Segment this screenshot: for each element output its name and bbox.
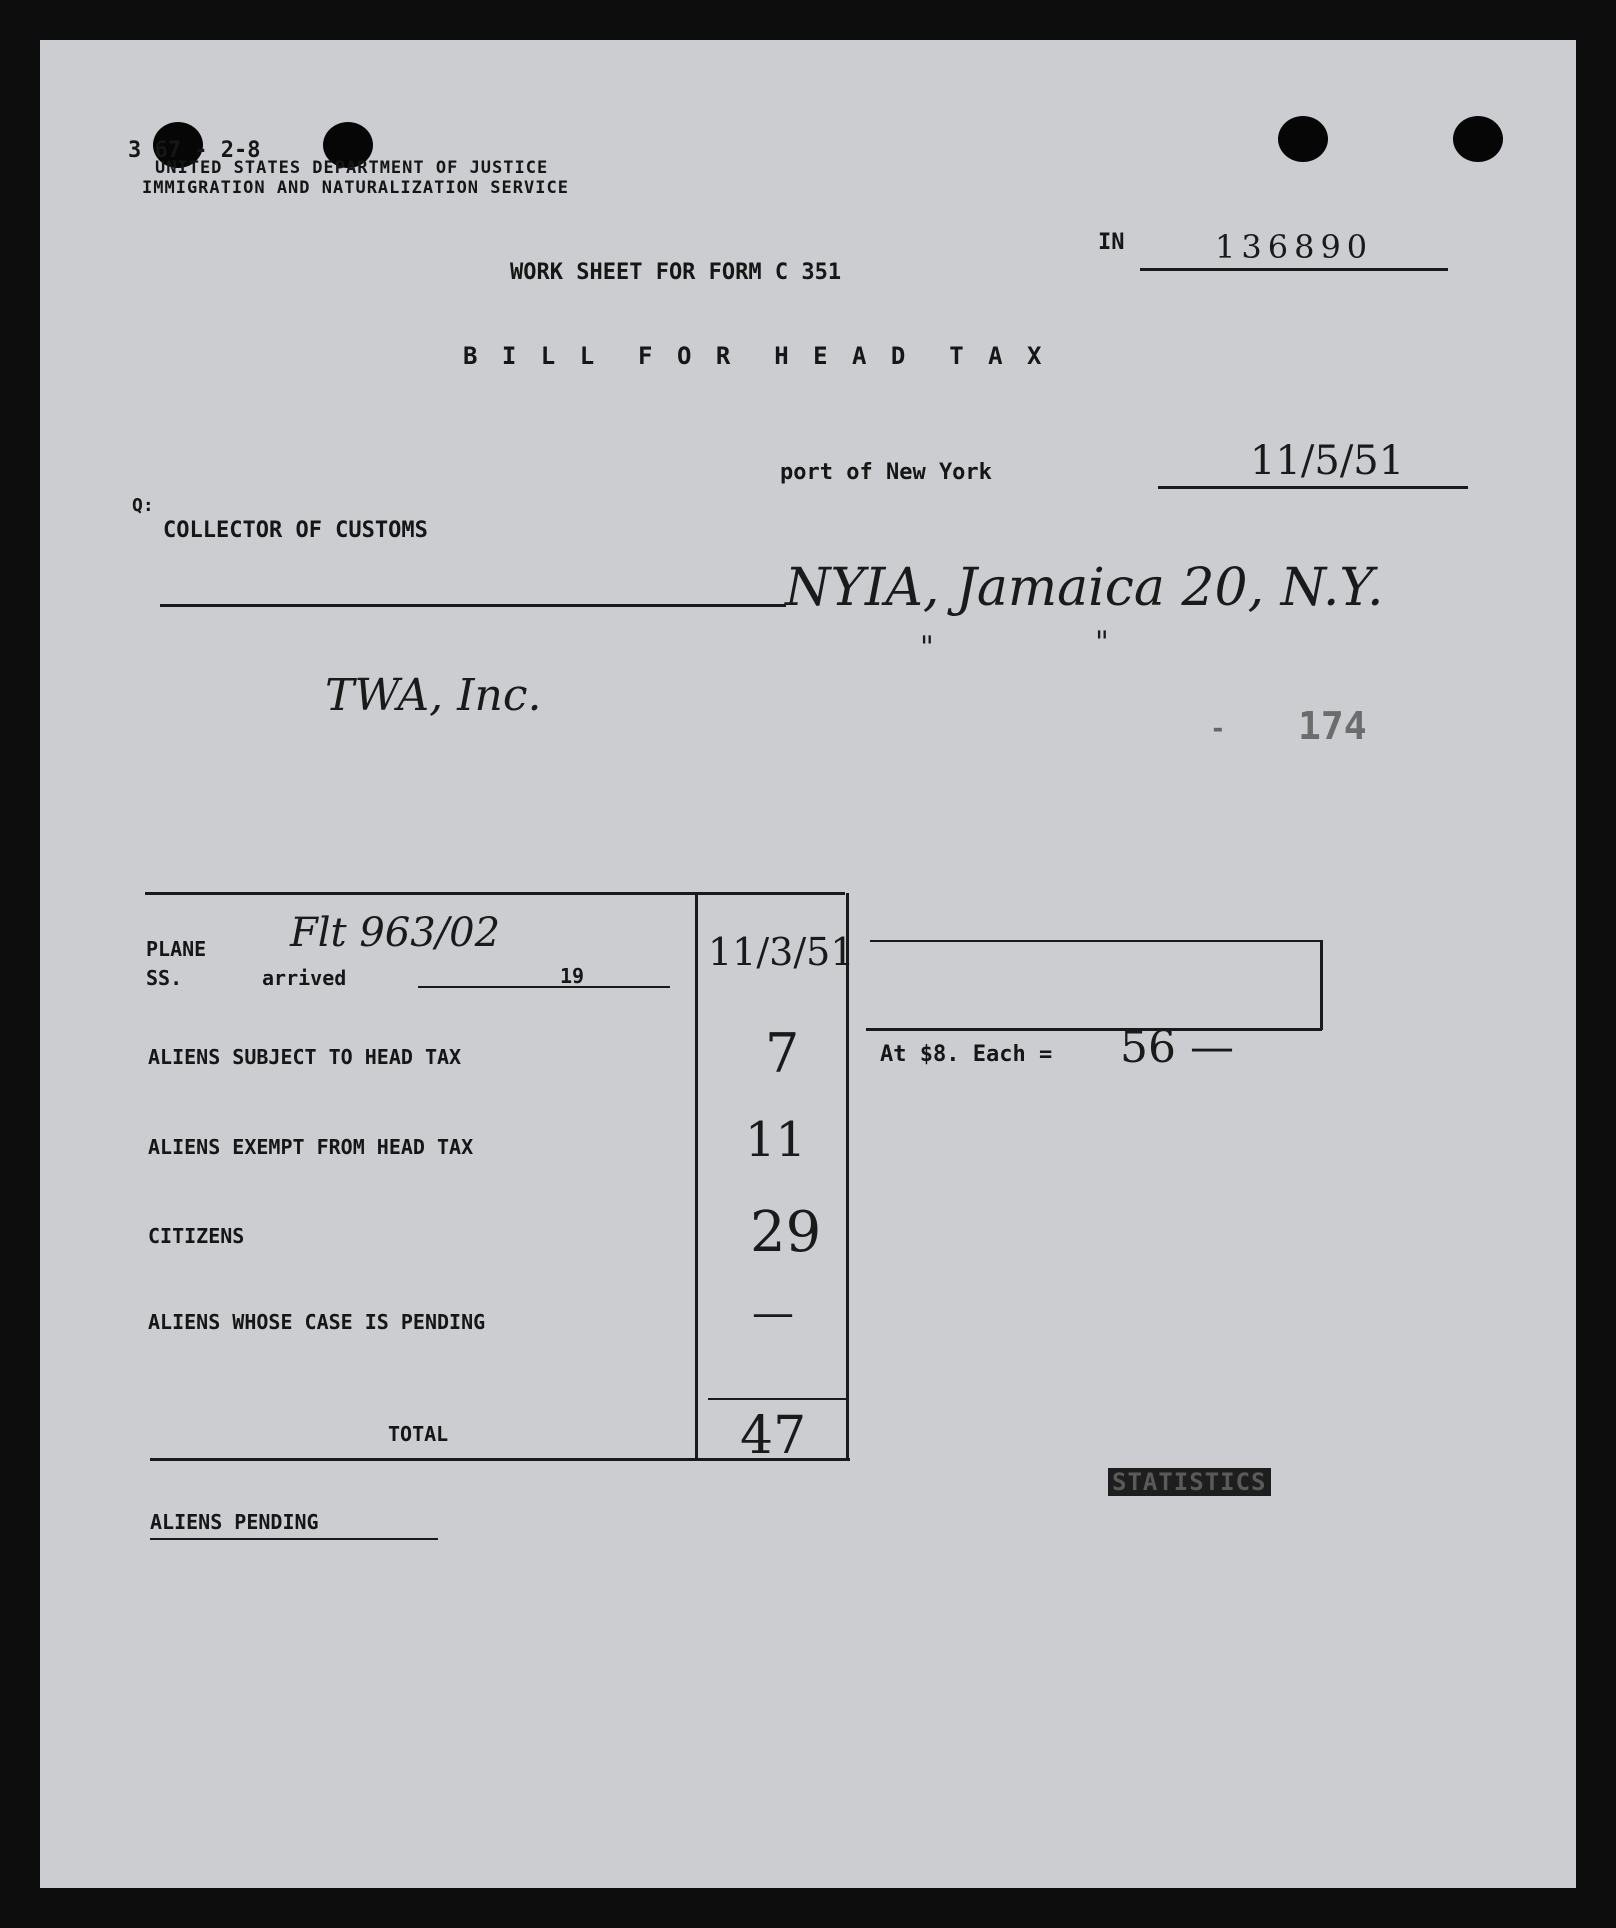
row-label-exempt: ALIENS EXEMPT FROM HEAD TAX (148, 1135, 474, 1159)
to-location: NYIA, Jamaica 20, N.Y. (785, 558, 1384, 618)
row-label-pending: ALIENS WHOSE CASE IS PENDING (148, 1310, 486, 1334)
port-date: 11/5/51 (1250, 438, 1405, 484)
agency-line-1: UNITED STATES DEPARTMENT OF JUSTICE (155, 158, 549, 178)
aliens-pending-underline (150, 1538, 438, 1540)
to-name-underline (160, 604, 786, 607)
ref-number: 174 (1298, 704, 1367, 748)
in-number: 136890 (1215, 228, 1374, 266)
ss-label: SS. (146, 966, 183, 990)
statistics-stamp: STATISTICS (1108, 1468, 1271, 1496)
row-label-citizens: CITIZENS (148, 1224, 245, 1248)
arrived-label: arrived (262, 966, 347, 990)
punch-hole-4 (1453, 116, 1503, 162)
document-sheet (40, 40, 1576, 1888)
to-label: Q: (132, 495, 154, 516)
port-label: port of New York (780, 460, 992, 485)
total-label: TOTAL (388, 1422, 449, 1446)
ref-dash: - (1210, 714, 1226, 744)
rate-box-bottom (866, 1028, 1322, 1031)
in-label: IN (1098, 230, 1125, 255)
agency-line-2: IMMIGRATION AND NATURALIZATION SERVICE (142, 178, 569, 198)
table-top-border (145, 892, 845, 895)
row-value-citizens: 29 (750, 1200, 822, 1265)
bill-title: B I L L F O R H E A D T A X (463, 342, 1047, 370)
row-value-pending: — (752, 1288, 794, 1337)
total-separator (708, 1398, 848, 1400)
row-value-subject: 7 (765, 1022, 800, 1085)
total-value: 47 (740, 1406, 807, 1466)
arrival-date: 11/3/51 (708, 930, 855, 974)
flight-number: Flt 963/02 (290, 910, 501, 956)
worksheet-title: WORK SHEET FOR FORM C 351 (510, 260, 842, 285)
rate-label: At $8. Each = (880, 1042, 1053, 1067)
rate-box-right (1320, 940, 1323, 1030)
year-prefix: 19 (560, 964, 585, 988)
in-number-underline (1140, 268, 1448, 271)
plane-label: PLANE (146, 937, 207, 961)
rate-amount: 56 — (1120, 1022, 1234, 1073)
aliens-pending-label: ALIENS PENDING (150, 1510, 319, 1534)
punch-hole-3 (1278, 116, 1328, 162)
to-name: COLLECTOR OF CUSTOMS (163, 518, 428, 543)
ditto-mark-2: " (1095, 625, 1109, 660)
table-right-border (846, 893, 849, 1459)
carrier-name: TWA, Inc. (325, 670, 542, 721)
port-date-underline (1158, 486, 1468, 489)
row-value-exempt: 11 (745, 1112, 807, 1168)
table-divider (695, 893, 698, 1459)
ditto-mark-1: " (920, 630, 934, 665)
row-label-subject: ALIENS SUBJECT TO HEAD TAX (148, 1045, 462, 1069)
arrived-underline (418, 986, 670, 988)
form-number: 3 67 - 2-8 (128, 138, 261, 163)
rate-box-top (870, 940, 1322, 942)
